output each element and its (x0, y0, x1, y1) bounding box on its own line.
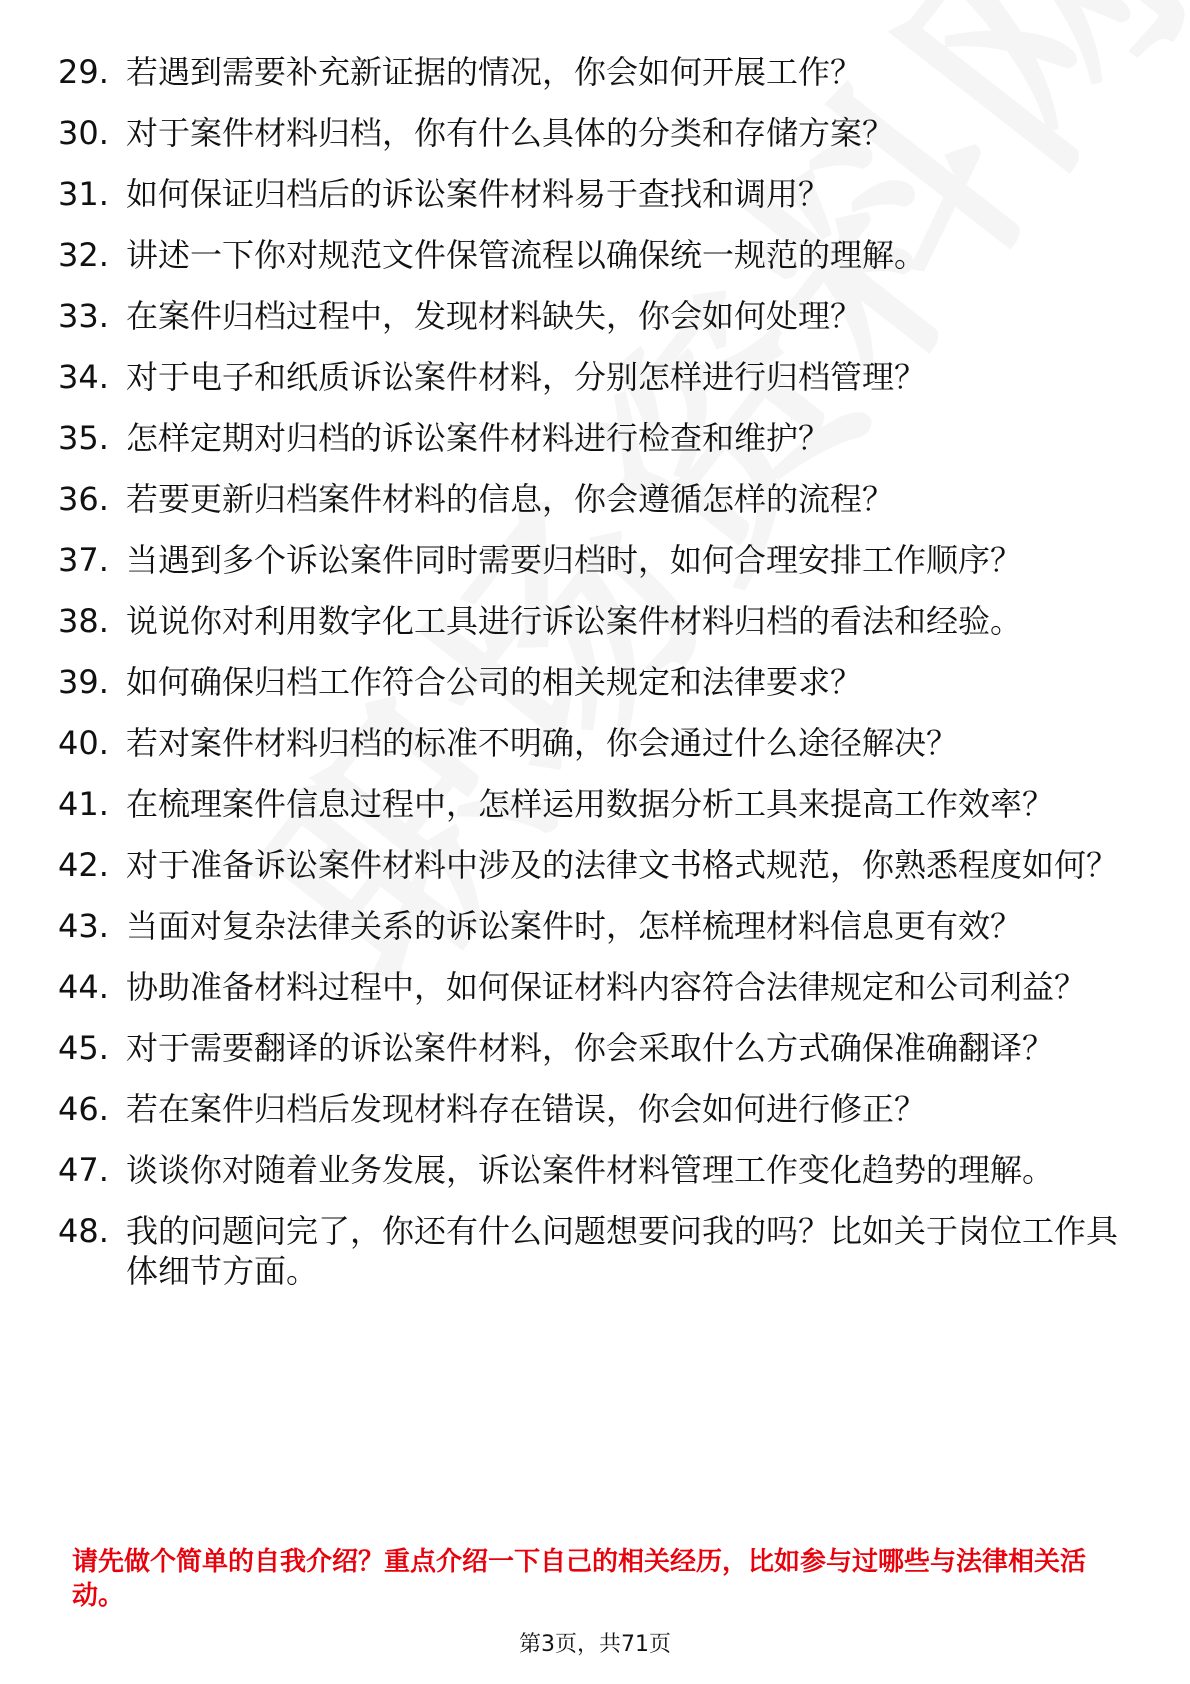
question-text: 若遇到需要补充新证据的情况，你会如何开展工作？ (126, 53, 863, 91)
question-number: 43. (58, 907, 109, 945)
list-item (58, 357, 1133, 397)
question-number: 48. (58, 1212, 109, 1250)
question-number: 45. (58, 1029, 109, 1067)
list-item (58, 235, 1133, 275)
question-text: 讲述一下你对规范文件保管流程以确保统一规范的理解。 (126, 236, 927, 274)
list-item (58, 1028, 1133, 1068)
list-item (58, 113, 1133, 153)
list-item (58, 1089, 1133, 1129)
question-text: 对于电子和纸质诉讼案件材料，分别怎样进行归档管理？ (126, 358, 927, 396)
question-text: 我的问题问完了，你还有什么问题想要问我的吗？比如关于岗位工作具体细节方面。 (126, 1212, 1119, 1290)
question-number: 31. (58, 175, 109, 213)
list-item (58, 967, 1133, 1007)
question-number: 37. (58, 541, 109, 579)
list-item (58, 52, 1133, 92)
question-text: 如何确保归档工作符合公司的相关规定和法律要求？ (126, 663, 863, 701)
list-item (58, 601, 1133, 641)
question-number: 40. (58, 724, 109, 762)
question-number: 47. (58, 1151, 109, 1189)
question-number: 32. (58, 236, 109, 274)
question-text: 对于准备诉讼案件材料中涉及的法律文书格式规范，你熟悉程度如何？ (126, 846, 1119, 884)
list-item (58, 723, 1133, 763)
question-number: 42. (58, 846, 109, 884)
question-number: 44. (58, 968, 109, 1006)
question-number: 46. (58, 1090, 109, 1128)
list-item (58, 662, 1133, 702)
list-item (58, 296, 1133, 336)
question-number: 39. (58, 663, 109, 701)
list-item (58, 479, 1133, 519)
question-number: 38. (58, 602, 109, 640)
question-number: 36. (58, 480, 109, 518)
question-number: 30. (58, 114, 109, 152)
list-item (58, 845, 1133, 885)
question-number: 33. (58, 297, 109, 335)
question-text: 当面对复杂法律关系的诉讼案件时，怎样梳理材料信息更有效？ (126, 907, 1023, 945)
question-text: 在案件归档过程中，发现材料缺失，你会如何处理？ (126, 297, 863, 335)
question-number: 41. (58, 785, 109, 823)
question-number: 29. (58, 53, 109, 91)
list-item (58, 1211, 1133, 1291)
question-text: 对于案件材料归档，你有什么具体的分类和存储方案？ (126, 114, 895, 152)
highlight-note: 请先做个简单的自我介绍？重点介绍一下自己的相关经历，比如参与过哪些与法律相关活动。 (72, 1547, 1087, 1611)
list-item (58, 418, 1133, 458)
question-list (58, 52, 1133, 1312)
question-text: 若在案件归档后发现材料存在错误，你会如何进行修正？ (126, 1090, 927, 1128)
question-text: 若要更新归档案件材料的信息，你会遵循怎样的流程？ (126, 480, 895, 518)
question-text: 在梳理案件信息过程中，怎样运用数据分析工具来提高工作效率？ (126, 785, 1055, 823)
question-text: 谈谈你对随着业务发展，诉讼案件材料管理工作变化趋势的理解。 (126, 1151, 1055, 1189)
question-text: 如何保证归档后的诉讼案件材料易于查找和调用？ (126, 175, 831, 213)
list-item (58, 906, 1133, 946)
question-number: 34. (58, 358, 109, 396)
question-text: 当遇到多个诉讼案件同时需要归档时，如何合理安排工作顺序？ (126, 541, 1023, 579)
question-text: 说说你对利用数字化工具进行诉讼案件材料归档的看法和经验。 (126, 602, 1023, 640)
question-number: 35. (58, 419, 109, 457)
page-footer: 第3页，共71页 (519, 1632, 671, 1657)
question-text: 协助准备材料过程中，如何保证材料内容符合法律规定和公司利益？ (126, 968, 1087, 1006)
list-item (58, 174, 1133, 214)
list-item (58, 1150, 1133, 1190)
list-item (58, 784, 1133, 824)
question-text: 怎样定期对归档的诉讼案件材料进行检查和维护？ (126, 419, 831, 457)
question-text: 若对案件材料归档的标准不明确，你会通过什么途径解决？ (126, 724, 959, 762)
list-item (58, 540, 1133, 580)
question-text: 对于需要翻译的诉讼案件材料，你会采取什么方式确保准确翻译？ (126, 1029, 1055, 1067)
